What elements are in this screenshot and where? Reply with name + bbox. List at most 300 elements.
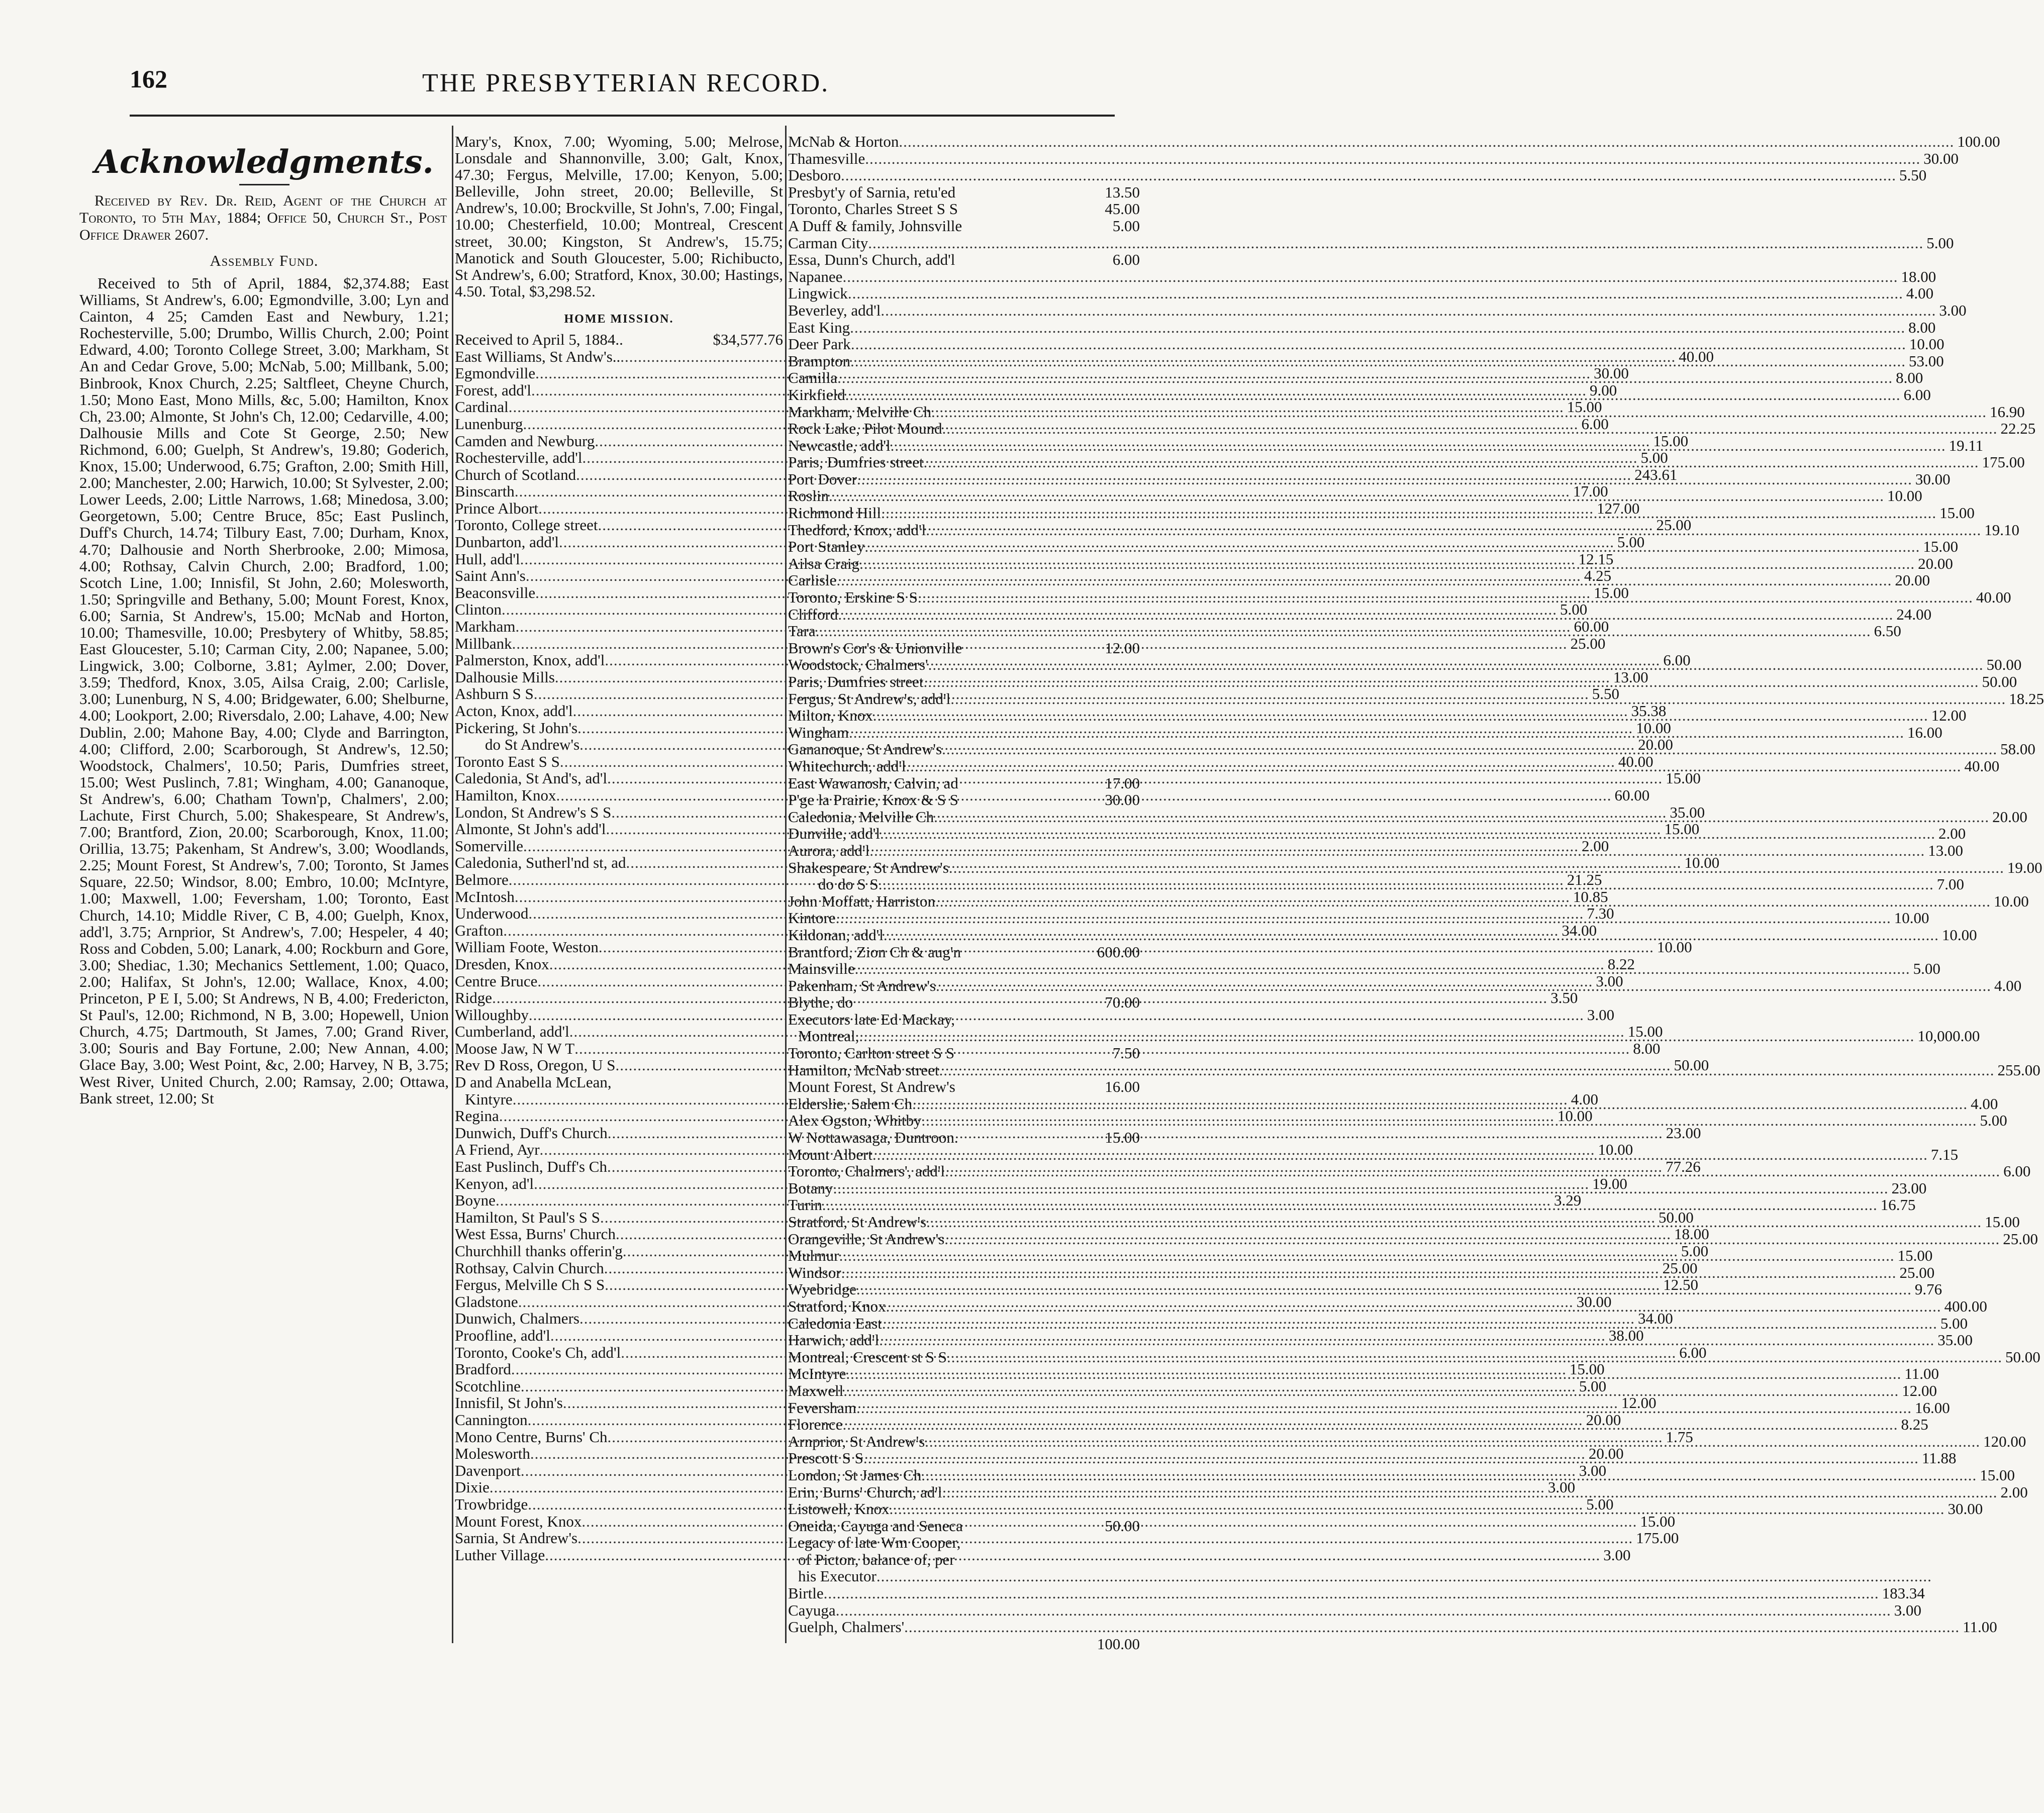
leader-dots	[856, 1399, 1912, 1417]
entry-label: Somerville	[455, 837, 524, 855]
entry-label: Arnprior, St Andrew's	[788, 1432, 925, 1450]
entry-amount: 35.38	[1631, 702, 1667, 720]
entry-amount: 183.34	[1882, 1584, 1925, 1602]
entry-amount: 30.00	[1948, 1500, 1983, 1518]
leader-dots	[843, 1382, 1899, 1399]
entry-amount: 6.00	[1112, 251, 1140, 269]
leader-dots	[824, 1585, 1879, 1602]
entry-amount: 15.00	[1569, 1360, 1605, 1378]
entry-amount: 18.25	[2009, 689, 2044, 708]
entry-amount: 30.00	[1915, 470, 1951, 488]
entry-label: Windsor	[788, 1263, 841, 1281]
entry-label: Toronto East S S	[455, 752, 560, 770]
entry-label: Montreal, Crescent st S S	[788, 1348, 947, 1366]
entry-amount: 20.00	[1586, 1411, 1621, 1429]
entry-row	[788, 791, 1140, 809]
entry-amount: 16.00	[1915, 1398, 1950, 1417]
entry-amount: 8.25	[1901, 1416, 1928, 1434]
leader-dots	[931, 404, 1987, 421]
leader-dots	[881, 302, 1936, 319]
entry-label: Aurora, add'l	[788, 841, 870, 859]
entry-amount: 5.00	[1640, 449, 1668, 467]
entry-label: of Picton, balance of, per	[798, 1550, 955, 1568]
entry-amount: 20.00	[1992, 808, 2027, 826]
leader-dots	[865, 150, 1920, 167]
entry-label: Toronto, Charles Street S S	[788, 200, 958, 218]
entry-amount: 16.00	[1105, 1078, 1140, 1096]
entry-amount: 19.10	[1984, 521, 2019, 539]
entry-amount: 6.00	[1581, 415, 1609, 433]
entry-row	[788, 1518, 1140, 1535]
leader-dots	[848, 285, 1903, 302]
entry-label: Wingham	[788, 723, 849, 741]
entry-label: Proofline, add'l	[455, 1326, 550, 1344]
entry-row	[788, 1534, 1140, 1551]
entry-label: Churchhill thanks offerin'g	[455, 1242, 623, 1260]
entry-row	[788, 944, 1140, 961]
entry-label: Carlisle	[788, 571, 837, 589]
entry-label: Kenyon, ad'l	[455, 1174, 534, 1192]
entry-label: Roslin	[788, 487, 829, 505]
entry-label: P'ge la Prairie, Knox & S S	[788, 791, 958, 809]
leader-dots	[869, 842, 1925, 859]
leader-dots	[816, 623, 1871, 640]
entry-amount: 18.00	[1901, 267, 1936, 285]
entry-row	[788, 640, 1140, 657]
entry-label: London, St Andrew's S S	[455, 803, 612, 821]
entry-label: Caledonia East	[788, 1314, 882, 1332]
entry-label: Gananoque, St Andrew's	[788, 740, 942, 758]
entry-label: do St Andrew's	[485, 736, 580, 754]
entry-label: Botany	[788, 1179, 833, 1197]
leader-dots	[950, 690, 2006, 708]
entry-amount: 6.50	[1874, 622, 1901, 640]
entry-amount: 5.00	[1940, 1314, 1968, 1332]
entry-amount: 45.00	[1105, 200, 1140, 218]
entry-label: Woodstock, Chalmers'	[788, 656, 928, 674]
leader-dots	[886, 1298, 1941, 1315]
entry-amount: 6.00	[1903, 385, 1931, 404]
leader-dots	[945, 1163, 2000, 1180]
entry-label: Molesworth	[455, 1445, 530, 1463]
leader-dots	[822, 1196, 1878, 1214]
entry-row	[788, 1618, 1997, 1636]
entry-amount: 20.00	[1918, 554, 1953, 572]
entry-amount: 34.00	[1637, 1310, 1673, 1328]
leader-dots	[836, 1602, 1891, 1619]
entry-label: Bradford	[455, 1360, 511, 1378]
entry-amount: 25.00	[1570, 634, 1606, 652]
entry-row	[788, 218, 1140, 235]
entry-label: Desboro	[788, 166, 841, 184]
entry-amount: 11.00	[1963, 1618, 1997, 1636]
entry-amount: 17.00	[1105, 774, 1140, 792]
entry-amount: 35.00	[1670, 803, 1705, 821]
entry-label: Kintyre	[465, 1090, 513, 1108]
entry-row	[788, 234, 1954, 252]
entry-amount: 50.00	[1674, 1056, 1709, 1074]
entry-amount: $34,577.76	[713, 330, 783, 348]
entry-amount: 9.76	[1914, 1280, 1942, 1298]
leader-dots	[944, 1231, 2000, 1248]
entry-label: Executors late Ed Mackay,	[788, 1010, 955, 1028]
entry-label: Beaconsville	[455, 583, 536, 601]
entry-amount: 13.00	[1928, 841, 1964, 859]
leader-dots	[863, 1450, 1919, 1467]
leader-dots	[882, 1315, 1937, 1332]
entry-row	[788, 994, 1140, 1011]
entry-amount: 6.00	[1663, 651, 1691, 669]
entry-row	[788, 149, 1959, 167]
entry-amount: 19.00	[1592, 1174, 1627, 1192]
entry-row	[788, 538, 1959, 556]
entry-amount: 15.00	[1664, 820, 1700, 838]
entry-label: Listowell, Knox	[788, 1500, 890, 1518]
entry-label: McIntyre	[788, 1365, 846, 1383]
leader-dots	[925, 1433, 1980, 1450]
entry-amount: 11.88	[1921, 1449, 1957, 1467]
heading-rule	[239, 184, 289, 185]
entry-label: Innisfil, St John's	[455, 1394, 563, 1412]
assembly-fund-continuation: Mary's, Knox, 7.00; Wyoming, 5.00; Melrose, Lonsdale and Shannonville, 3.00; Galt, Knox, 47.30; Fergus, Melville, 17.00; Kenyon, 5.00; Belleville, John street, 20.00; Belleville, St Andrew's, 10.00; Brockville, St John's, 7.00; Fingal, 10.00; Chesterfield, 10.00; Montreal, Crescent street, 30.00; Kingston, St Andrew's, 15.75; Manotick and South Gloucester, 5.00; Richibucto, St Andrew's, 6.00; Stratford, Knox, 30.00; Hastings, 4.50. Total, $3,298.52.	[455, 133, 783, 300]
entry-label: Napanee	[788, 267, 843, 285]
entry-amount: 127.00	[1597, 499, 1640, 517]
entry-amount: 25.00	[1899, 1263, 1935, 1281]
entry-amount: 24.00	[1896, 605, 1932, 623]
entry-row	[788, 1129, 1140, 1146]
entry-amount: 20.00	[1895, 571, 1930, 589]
entry-label: Mono Centre, Burns' Ch	[455, 1428, 608, 1446]
entry-amount: 400.00	[1944, 1297, 1987, 1315]
entry-amount: 10.00	[1684, 854, 1720, 872]
column-separator-1	[452, 126, 453, 1643]
entry-label: Rochesterville, add'l	[455, 449, 582, 467]
entry-row	[788, 284, 1934, 303]
entry-amount: 8.00	[1908, 318, 1936, 336]
entry-label: Lunenburg	[455, 415, 523, 433]
entry-amount: 255.00	[1997, 1061, 2040, 1079]
leader-dots	[923, 673, 1979, 690]
entry-label: London, St James Ch	[788, 1466, 922, 1484]
entry-label: Toronto, Erskine S S	[788, 588, 918, 607]
entry-label: Church of Scotland	[455, 465, 576, 483]
entry-label: Rev D Ross, Oregon, U S	[455, 1056, 616, 1074]
entry-amount: 12.15	[1578, 550, 1614, 568]
entry-label: Trowbridge	[455, 1495, 528, 1513]
page-number: 162	[130, 65, 167, 93]
leader-dots	[855, 960, 1910, 977]
leader-dots	[926, 1214, 1982, 1231]
leader-dots	[912, 1095, 1968, 1113]
entry-amount: 25.00	[1656, 516, 1692, 534]
entry-row	[788, 1094, 1998, 1113]
entry-label: McNab & Horton	[788, 133, 899, 150]
leader-dots	[873, 707, 1928, 724]
entry-row	[788, 1263, 1935, 1281]
leader-dots	[837, 369, 1893, 386]
entry-amount: 50.00	[1982, 673, 2017, 690]
entry-row	[788, 251, 1140, 268]
entry-amount: 23.00	[1666, 1124, 1701, 1142]
entry-label: Kintore	[788, 909, 836, 927]
entry-label: Ashburn S S	[455, 685, 534, 703]
entry-label: do do S S	[818, 875, 879, 893]
entry-amount: 38.00	[1608, 1326, 1644, 1344]
leader-dots	[849, 724, 1904, 741]
entry-label: Milton, Knox	[788, 707, 873, 725]
entry-label: Underwood	[455, 904, 529, 923]
entry-amount: 4.00	[1571, 1090, 1598, 1108]
entry-label: D and Anabella McLean,	[455, 1073, 612, 1091]
entry-label: Belmore	[455, 870, 509, 888]
entry-label: Markham, Melville Ch	[788, 402, 931, 421]
entry-amount: 5.50	[1592, 685, 1620, 703]
entry-amount: 5.00	[1560, 600, 1588, 619]
entry-amount: 58.00	[2000, 740, 2035, 758]
entry-label: Tara	[788, 622, 816, 640]
leader-dots	[879, 1332, 1934, 1349]
leader-dots	[935, 893, 1991, 910]
entry-amount: 7.30	[1587, 904, 1614, 923]
entry-label: Moose Jaw, N W T	[455, 1039, 575, 1057]
entry-label: Camilla	[788, 369, 838, 387]
entry-amount: 12.50	[1663, 1276, 1699, 1294]
leader-dots	[868, 235, 1923, 252]
entry-label: Dunwich, Duff's Church	[455, 1124, 608, 1142]
leader-dots	[850, 353, 1906, 370]
entry-amount: 30.00	[1105, 791, 1140, 809]
entry-label: Cayuga	[788, 1601, 836, 1619]
leader-dots	[921, 1467, 1977, 1484]
entry-label: Deer Park	[788, 335, 851, 353]
entry-label: Mount Forest, Knox	[455, 1512, 582, 1530]
entry-label: Fergus, Melville Ch S S	[455, 1276, 605, 1294]
entry-amount: 15.00	[1653, 432, 1689, 450]
entry-label: Forest, add'l	[455, 381, 531, 399]
entry-row	[788, 1636, 1140, 1653]
entry-amount: 3.50	[1550, 989, 1578, 1007]
entry-amount: 15.00	[1897, 1247, 1933, 1265]
leader-dots	[856, 1281, 1912, 1298]
entry-amount: 15.00	[1980, 1466, 2015, 1484]
entry-label: East Williams, St Andw's..	[455, 347, 621, 365]
entry-row	[788, 200, 1140, 218]
entry-label: Oneida, Cayuga and Seneca	[788, 1517, 963, 1535]
leader-dots	[934, 809, 1989, 826]
entry-amount: 8.22	[1607, 955, 1635, 973]
entry-label: Mount Forest, St Andrew's	[788, 1078, 955, 1096]
entry-amount: 4.00	[1906, 284, 1934, 303]
entry-amount: 60.00	[1574, 618, 1609, 636]
entry-amount: 5.00	[1913, 960, 1940, 978]
leader-dots	[939, 1062, 1994, 1079]
entry-label: Dunwich, Chalmers	[455, 1310, 579, 1328]
leader-dots	[846, 1365, 1901, 1382]
entry-label: Guelph, Chalmers'	[788, 1618, 905, 1636]
entry-amount: 3.00	[1547, 1478, 1576, 1496]
entry-row	[788, 318, 1936, 336]
entry-amount: 120.00	[1983, 1432, 2026, 1450]
entry-label: Luther Village	[455, 1546, 545, 1564]
entry-row	[788, 1551, 1140, 1568]
entry-label: Prince Albort	[455, 499, 539, 517]
leader-dots	[884, 927, 1939, 944]
entry-amount: 35.00	[1937, 1331, 1973, 1349]
entry-row	[788, 1584, 1925, 1602]
entry-amount: 40.00	[1679, 347, 1714, 365]
entry-row	[788, 1568, 1140, 1585]
entry-amount: 3.00	[1596, 972, 1623, 990]
entry-amount: 20.00	[1638, 736, 1673, 754]
entry-label: Essa, Dunn's Church, add'l	[788, 251, 955, 269]
entry-label: East Puslinch, Duff's Ch	[455, 1158, 607, 1176]
entry-amount: 30.00	[1594, 364, 1629, 382]
entry-row	[788, 1045, 1140, 1062]
entry-label: Dixie	[455, 1478, 490, 1496]
leader-dots	[851, 336, 1906, 353]
entry-label: Montreal,	[798, 1027, 859, 1045]
entry-label: Mount Albert	[788, 1145, 872, 1163]
entry-label: John Moffatt, Harriston	[788, 892, 936, 910]
entry-label: Paris, Dumfries street	[788, 673, 924, 690]
running-title: THE PRESBYTERIAN RECORD.	[422, 69, 830, 97]
entry-label: Kirkfield	[788, 385, 845, 404]
entry-amount: 53.00	[1909, 352, 1944, 370]
entry-label: Paris, Dumfries street	[788, 453, 924, 471]
entry-label: Prescott S S	[788, 1449, 863, 1467]
entry-label: Sarnia, St Andrew's	[455, 1529, 578, 1547]
entry-label: Richmond Hill	[788, 504, 882, 522]
entry-amount: 5.00	[1579, 1377, 1607, 1395]
entry-amount: 12.00	[1621, 1394, 1657, 1412]
entry-amount: 19.11	[1949, 436, 1984, 454]
home-mission-title: HOME MISSION.	[564, 312, 674, 326]
entry-amount: 13.50	[1105, 183, 1140, 201]
entry-amount: 50.00	[1658, 1208, 1694, 1226]
entry-amount: 17.00	[1573, 482, 1608, 500]
entry-amount: 10.00	[1557, 1107, 1593, 1125]
entry-label: Camden and Newburg	[455, 432, 595, 450]
entry-amount: 600.00	[1097, 943, 1140, 961]
entry-amount: 21.25	[1567, 870, 1602, 888]
entry-row	[788, 1247, 1933, 1265]
entry-amount: 8.00	[1896, 369, 1923, 387]
leader-dots	[942, 420, 1998, 437]
entry-amount: 18.00	[1674, 1225, 1709, 1243]
leader-dots	[841, 1264, 1897, 1281]
leader-dots	[838, 606, 1893, 623]
entry-amount: 50.00	[1986, 656, 2022, 674]
entry-label: Brampton	[788, 352, 850, 370]
entry-amount: 3.00	[1587, 1005, 1615, 1024]
entry-label: Centre Bruce	[455, 972, 538, 990]
entry-label: Erin, Burns' Church, ad'l	[788, 1483, 942, 1501]
entry-row	[788, 184, 1140, 201]
entry-amount: 15.00	[1640, 1512, 1676, 1530]
entry-amount: 15.00	[1923, 538, 1959, 556]
entry-label: Gladstone	[455, 1292, 518, 1311]
entry-label: Whitechurch, add'l	[788, 757, 906, 775]
leader-dots	[845, 386, 1901, 404]
entry-row	[788, 453, 2025, 471]
entry-label: Thamesville	[788, 149, 865, 167]
entry-label: Birtle	[788, 1584, 824, 1602]
entry-amount: 15.00	[1567, 398, 1602, 416]
entry-amount: 5.00	[1681, 1242, 1709, 1260]
leader-dots	[877, 1568, 1932, 1585]
entry-row	[788, 166, 1927, 184]
entry-row	[788, 1601, 1921, 1619]
entry-amount: 13.00	[1613, 668, 1648, 686]
leader-dots	[833, 1180, 1889, 1197]
entry-label: Davenport	[455, 1461, 521, 1479]
entry-amount: 5.00	[1980, 1112, 2007, 1130]
leader-dots	[857, 471, 1912, 488]
entry-amount: 20.00	[1588, 1445, 1624, 1463]
entry-amount: 10.00	[1994, 892, 2029, 910]
entry-amount: 40.00	[1976, 588, 2011, 607]
received-by-notice: Received by Rev. Dr. Reid, Agent of the Church at Toronto, to 5th May, 1884; Office 50, Church St., Post Office Drawer 2607.	[79, 192, 447, 243]
entry-amount: 25.00	[1662, 1259, 1698, 1277]
leader-dots	[942, 741, 1997, 758]
entry-label: Shakespeare, St Andrew's	[788, 858, 949, 876]
entry-label: Fergus, St Andrew's, add'l	[788, 689, 951, 708]
entry-amount: 22.25	[2000, 420, 2036, 438]
entry-label: A Duff & family, Johnsville	[788, 217, 962, 235]
leader-dots	[881, 505, 1936, 522]
entry-label: W Nottawasaga, Duntroon.	[788, 1129, 958, 1147]
entry-amount: 8.00	[1633, 1039, 1661, 1057]
entry-amount: 10.00	[1657, 938, 1692, 956]
column-left	[79, 133, 449, 1106]
entry-amount: 15.00	[1594, 583, 1629, 601]
entry-amount: 5.00	[1617, 533, 1645, 551]
entry-label: Dunbarton, add'l	[455, 533, 559, 551]
entry-label: Alex Ogston, Whitby	[788, 1112, 922, 1130]
entry-label: Beverley, add'l	[788, 301, 881, 319]
entry-amount: 4.00	[1994, 976, 2022, 994]
entry-amount: 100.00	[1097, 1635, 1140, 1653]
leader-dots	[859, 1028, 1914, 1045]
entry-amount: 2.00	[1938, 825, 1966, 843]
entry-amount: 5.50	[1899, 166, 1927, 184]
entry-amount: 10.00	[1894, 909, 1929, 927]
leader-dots	[859, 555, 1915, 572]
entry-label: Rock Lake, Pilot Mound	[788, 420, 942, 438]
entry-label: Regina	[455, 1107, 499, 1125]
leader-dots	[899, 133, 1954, 150]
entry-label: East Wawanosh, Calvin, ad	[788, 774, 958, 792]
leader-dots	[928, 656, 1984, 673]
leader-dots	[949, 859, 2004, 876]
entry-amount: 6.00	[1679, 1343, 1707, 1361]
leader-dots	[891, 437, 1946, 454]
entry-label: Elderslie, Salem Ch	[788, 1094, 913, 1113]
entry-amount: 15.00	[1985, 1213, 2020, 1231]
entry-amount: 77.26	[1665, 1158, 1701, 1176]
entry-label: McIntosh	[455, 887, 515, 905]
entry-label: Toronto, College street	[455, 516, 598, 534]
entry-label: Almonte, St John's add'l	[455, 820, 606, 838]
entry-amount: 3.00	[1579, 1461, 1607, 1479]
header-rule	[130, 115, 1115, 117]
entry-label: Ailsa Craig	[788, 554, 860, 572]
entry-label: Feversham	[788, 1398, 857, 1417]
entry-amount: 25.00	[2003, 1230, 2038, 1248]
entry-amount: 3.00	[1894, 1601, 1921, 1619]
entry-row	[455, 331, 783, 348]
assembly-fund-paragraph: Received to 5th of April, 1884, $2,374.88; East Williams, St Andrew's, 6.00; Egmondville, 3.00; Lyn and Cainton, 4 25; Camden East and Newbury, 1.21; Rochesterville, 5.00; Drumbo, Willis Church, 2.00; Point Edward, 4.00; Toronto College Street, 3.00; Markham, St An and Cedar Grove, 5.00; McNab, 5.00; Millbank, 5.00; Binbrook, Knox Church, 2.25; Saltfleet, Cheyne Church, 1.50; Mono East, Mono Mills, &c, 5.00; Hamilton, Knox Ch, 23.00; Almonte, St John's Ch, 12.00; Cedarville, 4.00; Dalhousie Mills and Cote St George, 2.50; New Richmond, 6.00; Guelph, St Andrew's, 19.80; Goderich, Knox, 15.00; Underwood, 6.75; Grafton, 2.00; Smith Hill, 2.00; Manchester, 2.00; Harwich, 10.00; St Sylvester, 2.00; Lower Leeds, 2.00; Little Narrows, 1.68; Minedosa, 3.00; Georgetown, 5.00; Centre Bruce, 85c; East Puslinch, Duff's Church, 14.74; Tilbury East, 7.00; Durham, Knox, 4.70; Dalhousie and North Sherbrooke, 2.00; Mimosa, 4.00; Rothsay, Calvin Church, 2.00; Bradford, 1.00; Scotch Line, 1.00; Innisfil, St John, 2.60; Molesworth, 1.50; Springville and Bethany, 5.00; Mount Forest, Knox, 6.00; Sarnia, St Andrew's, 15.00; McNab and Horton, 10.00; Thamesville, 10.00; Presbytery of Whitby, 58.85; East Gloucester, 5.10; Carman City, 2.00; Napanee, 5.00; Lingwick, 3.00; Colborne, 3.81; Aylmer, 2.00; Dover, 3.59; Thedford, Knox, 3.05, Ailsa Craig, 2.00; Carlisle, 3.00; Lunenburg, N S, 4.00; Bridgewater, 6.00; Shelburne, 4.00; Lookport, 2.00; Riversdalo, 2.00; Lahave, 4.00; New Dublin, 2.00; Mahone Bay, 4.00; Clyde and Barrington, 4.00; Clifford, 2.00; Scarborough, St Andrew's, 12.50; Woodstock, Chalmers', 10.50; Paris, Dumfries street, 15.00; West Puslinch, 7.81; Wingham, 4.00; Gananoque, St Andrew's, 6.00; Chatham Town'p, Chalmers', 2.00; Lachute, First Church, 5.00; Shakespeare, St Andrew's, 7.00; Brantford, Zion, 20.00; Scarborough, Knox, 11.00; Orillia, 13.75; Pakenham, St Andrew's, 3.00; Woodlands, 2.25; Mount Forest, St Andrew's, 7.00; Toronto, St James Square, 22.50; Windsor, 8.00; Embro, 10.00; McIntyre, 1.00; Maxwell, 1.00; Feversham, 1.00; Toronto, East Church, 14.10; Middle River, C B, 4.00; Guelph, Knox, add'l, 3.75; Arnprior, St Andrew's, 7.00; Hespeler, 4 40; Ross and Cobden, 5.00; Lanark, 4.00; Rockburn and Gore, 3.00; Shediac, 1.30; Mechanics Settlement, 1.00; Quaco, 2.00; Halifax, St John's, 12.00; Wallace, Knox, 4.00; Princeton, P E I, 5.00; St Andrews, N B, 4.00; Fredericton, St Paul's, 12.00; Richmond, N B, 3.00; Hopewell, Union Church, 4.75; Dartmouth, St James, 7.00; Grand River, 3.00; Souris and Bay Fortune, 2.00; New Annan, 4.00; Glace Bay, 3.00; West Point, &c, 2.00; Harvey, N B, 3.75; West River, United Church, 2.00; Ramsay, 2.00; Ottawa, Bank street, 12.00; St	[79, 274, 449, 1107]
